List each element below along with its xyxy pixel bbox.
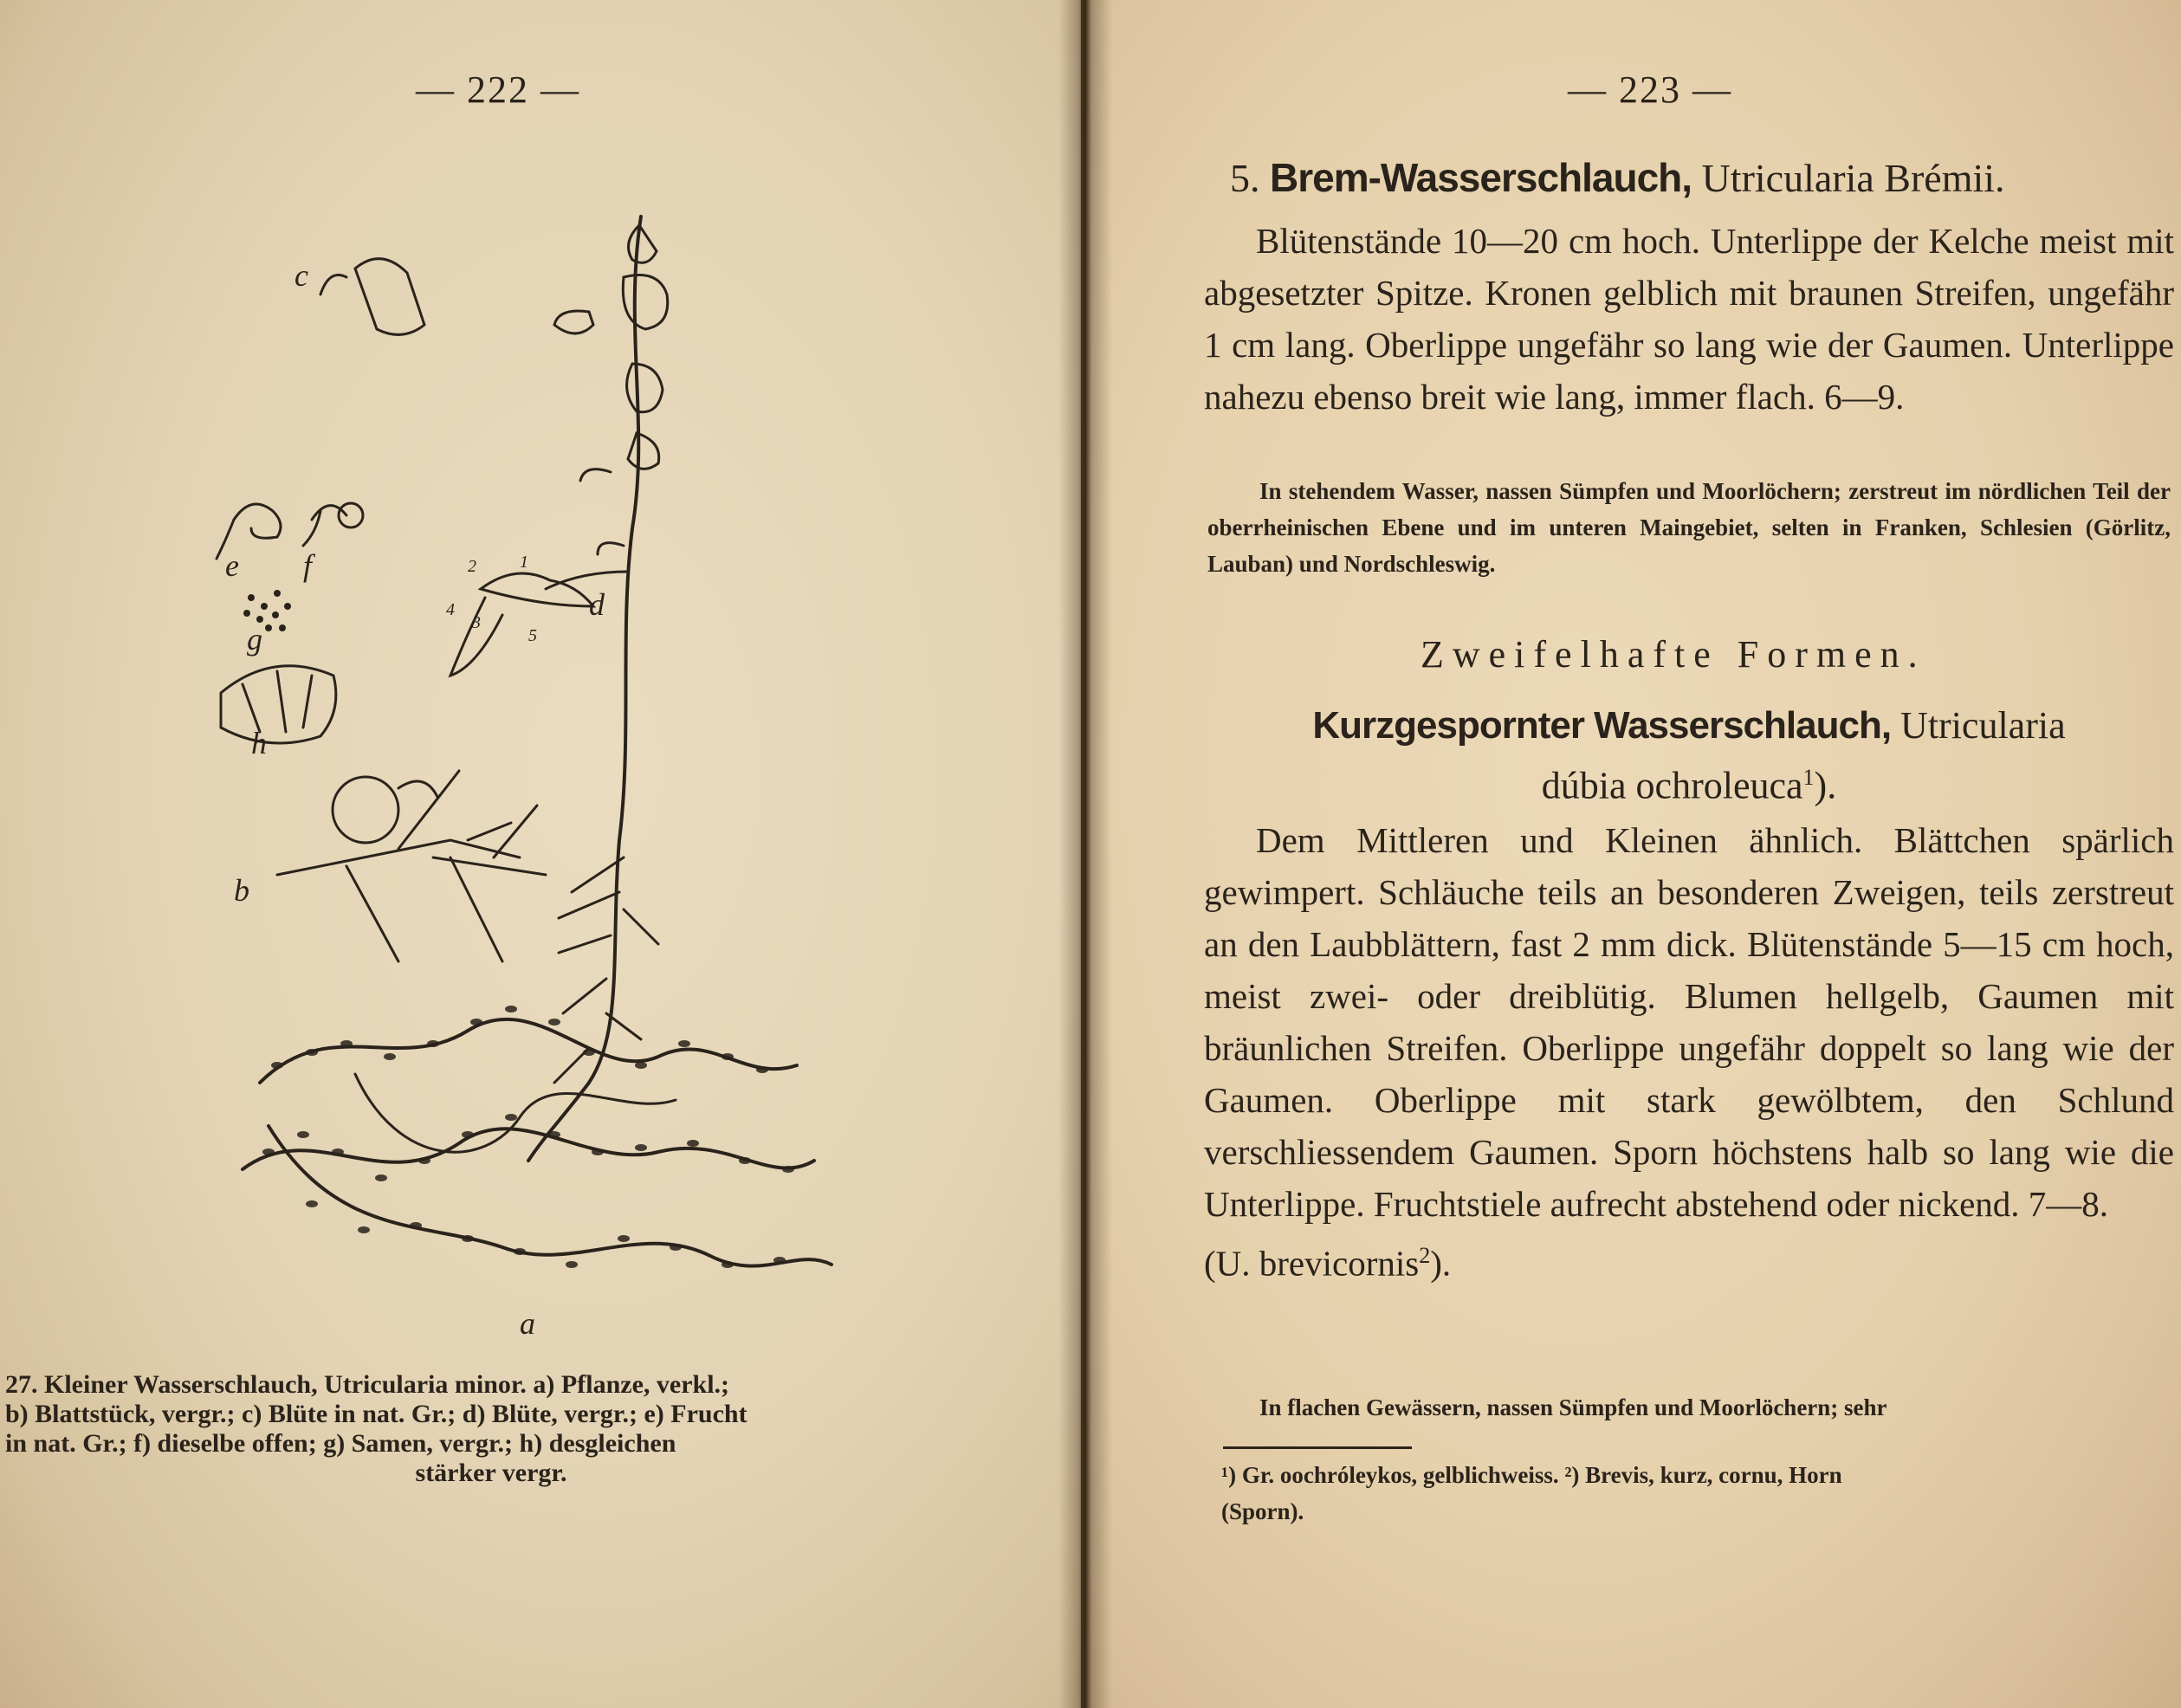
kurzgespornt-body — [1204, 814, 2174, 1290]
section-latin-name: Utricularia Brémii. — [1701, 156, 2005, 200]
page-number-right: — 223 — — [1568, 68, 1732, 111]
caption-line: 27. Kleiner Wasserschlauch, Utricularia minor. a) Pflanze, verkl.; — [5, 1370, 730, 1399]
caption-line: in nat. Gr.; f) dieselbe offen; g) Samen, vergr.; h) desgleichen — [5, 1429, 676, 1458]
left-page — [0, 0, 1081, 1708]
footnote-line: (Sporn). — [1221, 1498, 1304, 1524]
book-gutter — [1058, 0, 1112, 1708]
footnotes — [1221, 1457, 2178, 1530]
caption-line: stärker vergr. — [415, 1459, 567, 1487]
kurzgespornt-description: Dem Mittleren und Kleinen ähnlich. Blättchen spärlich gewimpert. Schläuche teils an besonderen Zweigen, teils zerstreut an den Laubblättern, fast 2 mm dick. Blütenstände 5—15 cm hoch, meist zwei- oder dreiblütig. Blumen hellgelb, Gaumen mit bräunlichen Streifen. Oberlippe ungefähr doppelt so lang wie der Gaumen. Oberlippe mit stark gewölbtem, den Schlund verschliessendem Gaumen. Sporn höchstens halb so lang wie die Unterlippe. Fruchtstiele aufrecht abstehend oder nickend. 7—8. — [1204, 820, 2174, 1224]
kurzgespornt-latin-1: Utricularia — [1900, 704, 2066, 747]
section-5-description: Blütenstände 10—20 cm hoch. Unterlippe der Kelche meist mit abgesetzter Spitze. Kronen gelblich mit braunen Streifen, ungefähr 1 cm lang. Oberlippe ungefähr so lang wie der Gaumen. Unterlippe nahezu ebenso breit wie lang, immer flach. 6—9. — [1204, 221, 2174, 417]
figure-caption — [5, 1370, 977, 1488]
page-number-left: — 222 — — [416, 68, 580, 111]
kurzgespornt-heading — [1204, 700, 2174, 812]
figure-label-5: 5 — [528, 626, 537, 645]
figure-label-2: 2 — [468, 557, 476, 576]
synonym-end: ). — [1430, 1243, 1452, 1284]
section-5-body — [1204, 215, 2174, 423]
figure-label-a: a — [520, 1306, 535, 1341]
section-5-heading — [1230, 154, 2005, 201]
figure-label-1: 1 — [520, 553, 528, 572]
footnote-ref-2: 2 — [1419, 1243, 1431, 1268]
figure-label-g: g — [247, 622, 262, 657]
figure-label-h: h — [251, 726, 267, 760]
figure-label-3: 3 — [472, 613, 481, 632]
kurzgespornt-title: Kurzgespornter Wasserschlauch, — [1312, 704, 1892, 747]
figure-label-4: 4 — [446, 600, 455, 619]
section-5-habitat-text: In stehendem Wasser, nassen Sümpfen und Moorlöchern; zerstreut im nördlichen Teil der oberrheinischen Ebene und im unteren Maingebiet, selten in Franken, Schlesien (Görlitz, Lauban) und Nordschleswig. — [1207, 478, 2171, 577]
utricularia-drawing — [139, 199, 858, 1351]
figure-label-f: f — [303, 548, 313, 583]
kurzgespornt-habitat-text: In flachen Gewässern, nassen Sümpfen und Moorlöchern; sehr — [1259, 1394, 1887, 1420]
figure-label-b: b — [234, 873, 249, 908]
footnote-divider — [1223, 1446, 1412, 1449]
figure-label-c: c — [294, 258, 308, 293]
section-title: Brem-Wasserschlauch, — [1270, 155, 1692, 200]
figure-label-d: d — [589, 587, 605, 622]
caption-line: b) Blattstück, vergr.; c) Blüte in nat. Gr.; d) Blüte, vergr.; e) Frucht — [5, 1400, 747, 1428]
plant-illustration — [139, 199, 858, 1351]
doubtful-forms-heading: Zweifelhafte Formen. — [1421, 633, 1926, 676]
footnote-ref-1: 1 — [1802, 765, 1815, 790]
synonym: (U. brevicornis — [1204, 1243, 1420, 1284]
kurzgespornt-latin-end: ). — [1814, 764, 1837, 807]
section-number: 5. — [1230, 156, 1260, 200]
kurzgespornt-habitat — [1207, 1389, 2171, 1426]
section-5-habitat — [1207, 473, 2171, 582]
footnote-line: ¹) Gr. oochróleykos, gelblichweiss. ²) Brevis, kurz, cornu, Horn — [1221, 1462, 1842, 1488]
figure-label-e: e — [225, 548, 239, 583]
kurzgespornt-latin-2: dúbia ochroleuca — [1541, 764, 1803, 807]
